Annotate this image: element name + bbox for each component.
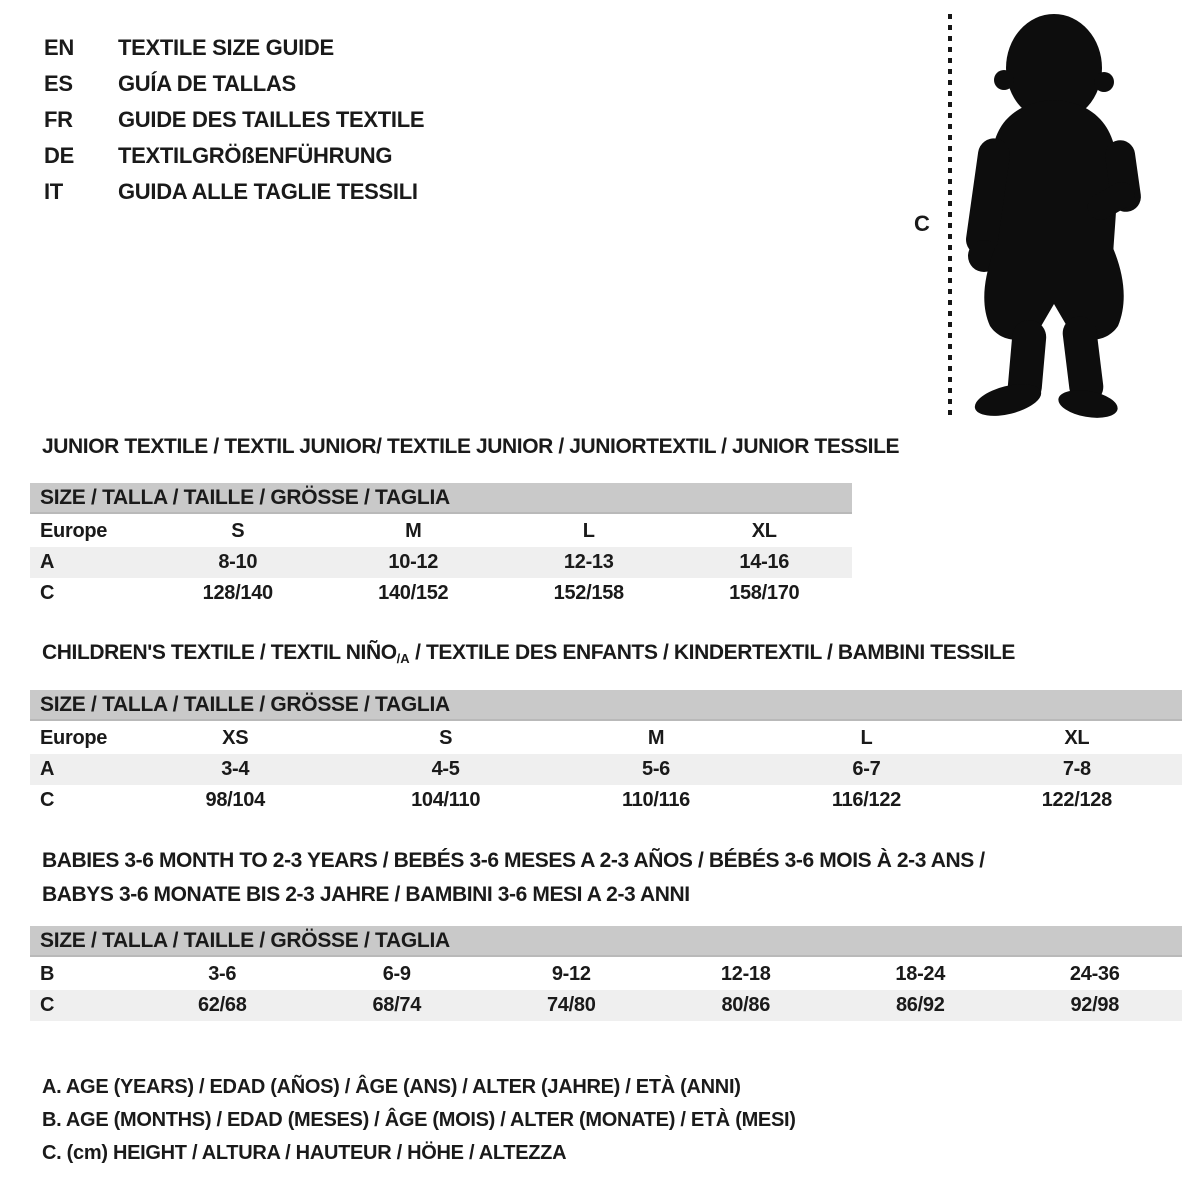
- table-body: [30, 516, 852, 609]
- height-dashed-line: [948, 14, 952, 416]
- language-code: ES: [44, 71, 73, 96]
- table-row: [30, 547, 852, 578]
- list-item: [44, 102, 424, 138]
- junior-size-table: [30, 483, 852, 609]
- size-cell: 5-6: [642, 758, 671, 780]
- table-header-bar: SIZE / TALLA / TAILLE / GRÖSSE / TAGLIA: [30, 690, 1182, 721]
- language-code: DE: [44, 143, 74, 168]
- list-item: [44, 30, 424, 66]
- size-cell: 152/158: [553, 582, 624, 604]
- size-cell: 74/80: [546, 994, 596, 1016]
- size-cell: 24-36: [1069, 963, 1120, 985]
- guide-title: GUIDE DES TAILLES TEXTILE: [118, 107, 425, 132]
- size-cell: 6-7: [852, 758, 881, 780]
- section-title-junior: JUNIOR TEXTILE / TEXTIL JUNIOR/ TEXTILE JUNIOR / JUNIORTEXTIL / JUNIOR TESSILE: [42, 435, 900, 458]
- table-body: [30, 723, 1182, 816]
- row-label: A: [40, 551, 55, 573]
- size-cell: 18-24: [895, 963, 946, 985]
- measurement-legend: [42, 1071, 796, 1170]
- legend-line-c: C. (cm) HEIGHT / ALTURA / HAUTEUR / HÖHE / ALTEZZA: [42, 1142, 567, 1164]
- table-row: [30, 516, 852, 547]
- size-cell: 128/140: [202, 582, 273, 604]
- language-code: IT: [44, 179, 63, 204]
- language-title-list: [44, 30, 424, 210]
- table-row: [30, 578, 852, 609]
- size-cell: 12-18: [720, 963, 771, 985]
- size-cell: 80/86: [721, 994, 771, 1016]
- size-cell: 98/104: [205, 789, 265, 811]
- title-part: / TEXTILE DES ENFANTS / KINDERTEXTIL / BAMBINI TESSILE: [409, 641, 1016, 664]
- size-cell: M: [405, 520, 422, 542]
- size-cell: 110/116: [622, 789, 691, 811]
- row-label: Europe: [40, 727, 108, 749]
- table-header-bar: SIZE / TALLA / TAILLE / GRÖSSE / TAGLIA: [30, 483, 852, 514]
- baby-silhouette-icon: [962, 8, 1146, 420]
- language-code: FR: [44, 107, 73, 132]
- size-cell: 14-16: [739, 551, 790, 573]
- size-cell: 8-10: [218, 551, 258, 573]
- row-label: C: [40, 582, 55, 604]
- size-cell: M: [647, 727, 665, 749]
- list-item: [44, 138, 424, 174]
- table-header-bar: SIZE / TALLA / TAILLE / GRÖSSE / TAGLIA: [30, 926, 1182, 957]
- row-label: C: [40, 789, 55, 811]
- size-cell: 86/92: [895, 994, 945, 1016]
- list-item: [44, 66, 424, 102]
- section-title-babies-line2: BABYS 3-6 MONATE BIS 2-3 JAHRE / BAMBINI 3-6 MESI A 2-3 ANNI: [42, 883, 690, 906]
- size-cell: 12-13: [563, 551, 614, 573]
- size-cell: 6-9: [382, 963, 411, 985]
- size-cell: 62/68: [197, 994, 247, 1016]
- row-label: B: [40, 963, 55, 985]
- size-cell: 9-12: [551, 963, 591, 985]
- guide-title: TEXTILE SIZE GUIDE: [118, 35, 334, 60]
- babies-size-table: [30, 926, 1182, 1021]
- title-subscript: /A: [396, 651, 410, 666]
- size-cell: 3-4: [221, 758, 250, 780]
- size-cell: XL: [1064, 727, 1090, 749]
- size-cell: 92/98: [1070, 994, 1120, 1016]
- size-cell: S: [439, 727, 453, 749]
- size-cell: 7-8: [1062, 758, 1091, 780]
- children-size-table: [30, 690, 1182, 816]
- section-title-babies-line1: BABIES 3-6 MONTH TO 2-3 YEARS / BEBÉS 3-6 MESES A 2-3 AÑOS / BÉBÉS 3-6 MOIS À 2-3 ANS /: [42, 849, 985, 872]
- size-cell: 104/110: [411, 789, 481, 811]
- guide-title: GUIDA ALLE TAGLIE TESSILI: [118, 179, 418, 204]
- legend-line-b: B. AGE (MONTHS) / EDAD (MESES) / ÂGE (MOIS) / ALTER (MONATE) / ETÀ (MESI): [42, 1109, 796, 1131]
- language-code: EN: [44, 35, 74, 60]
- size-cell: XS: [222, 727, 249, 749]
- size-cell: 116/122: [831, 789, 901, 811]
- size-cell: L: [860, 727, 873, 749]
- size-cell: 3-6: [208, 963, 237, 985]
- row-label: Europe: [40, 520, 108, 542]
- table-body: [30, 959, 1182, 1021]
- size-cell: 158/170: [729, 582, 800, 604]
- table-row: [30, 754, 1182, 785]
- guide-title: GUÍA DE TALLAS: [118, 71, 296, 96]
- size-cell: 122/128: [1041, 789, 1112, 811]
- table-row: [30, 959, 1182, 990]
- row-label: C: [40, 994, 55, 1016]
- guide-title: TEXTILGRÖßENFÜHRUNG: [118, 143, 393, 168]
- legend-line-a: A. AGE (YEARS) / EDAD (AÑOS) / ÂGE (ANS) / ALTER (JAHRE) / ETÀ (ANNI): [42, 1076, 741, 1098]
- section-title-children: [42, 641, 1015, 666]
- title-part: CHILDREN'S TEXTILE / TEXTIL NIÑO: [42, 641, 397, 664]
- table-row: [30, 785, 1182, 816]
- size-cell: 68/74: [372, 994, 422, 1016]
- size-cell: 10-12: [388, 551, 439, 573]
- list-item: [44, 174, 424, 210]
- table-row: [30, 990, 1182, 1021]
- size-cell: S: [231, 520, 245, 542]
- table-row: [30, 723, 1182, 754]
- row-label: A: [40, 758, 55, 780]
- size-cell: 140/152: [378, 582, 449, 604]
- size-cell: L: [582, 520, 595, 542]
- height-marker-label: C: [914, 211, 930, 236]
- size-cell: XL: [751, 520, 777, 542]
- size-cell: 4-5: [431, 758, 460, 780]
